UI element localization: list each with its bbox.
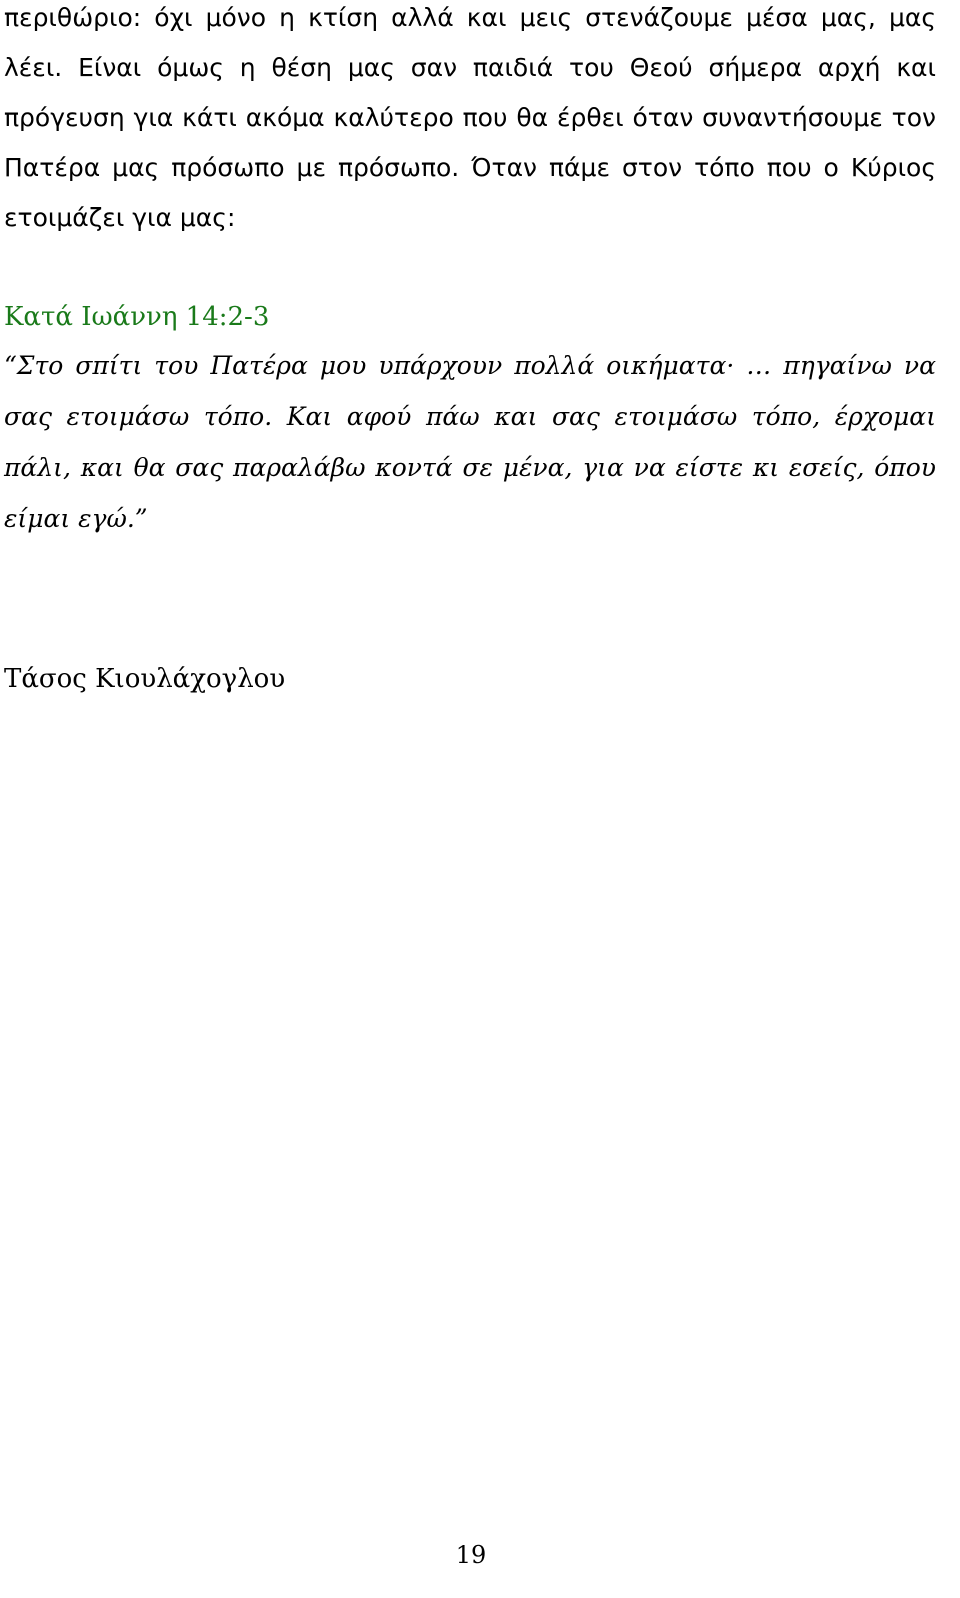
scripture-reference: Κατά Ιωάννη 14:2-3 [4, 302, 270, 332]
scripture-quote: “Στο σπίτι του Πατέρα μου υπάρχουν πολλά οικήματα· … πηγαίνω να σας ετοιμάσω τόπο. Και αφού πάω και σας ετοιμάσω τόπο, έρχομαι πάλι, και θα σας παραλάβω κοντά σε μένα, για να είστε κι εσείς, όπου είμαι εγώ.” [4, 351, 936, 533]
page-number: 19 [455, 1541, 487, 1569]
author-name: Τάσος Κιουλάχογλου [4, 664, 286, 694]
body-paragraph: περιθώριο: όχι μόνο η κτίση αλλά και μεις στενάζουμε μέσα μας, μας λέει. Είναι όμως η θέση μας σαν παιδιά του Θεού σήμερα αρχή και πρόγευση για κάτι ακόμα καλύτερο που θα έρθει όταν συναντήσουμε τον Πατέρα μας πρόσωπο με πρόσωπο. Όταν πάμε στον τόπο που ο Κύριος ετοιμάζει για μας: [4, 3, 936, 232]
